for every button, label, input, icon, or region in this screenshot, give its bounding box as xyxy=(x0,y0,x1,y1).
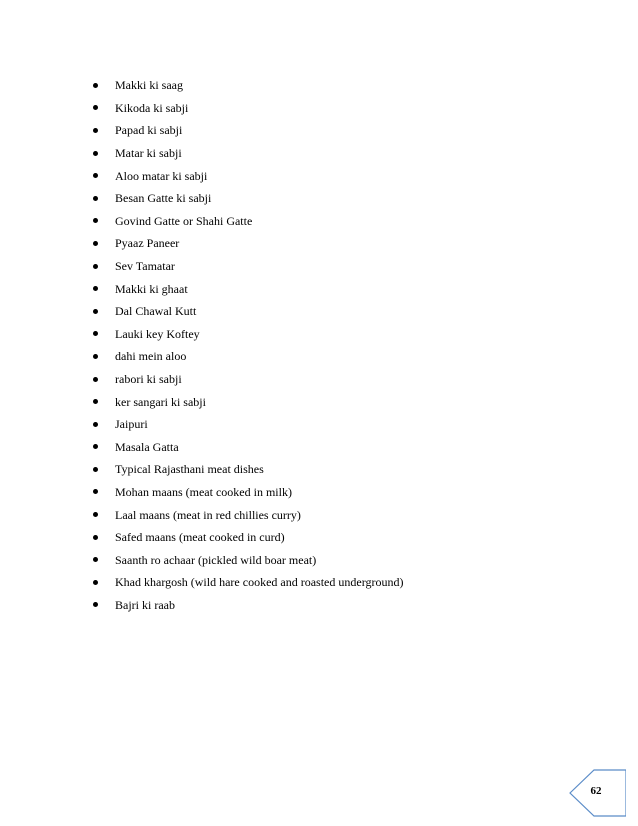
list-item xyxy=(91,368,403,391)
bullet-icon xyxy=(93,489,98,494)
list-item xyxy=(91,526,403,549)
list-item-label: Kikoda ki sabji xyxy=(115,100,189,115)
bullet-icon xyxy=(93,535,98,540)
bullet-icon xyxy=(93,128,98,133)
bullet-icon xyxy=(93,354,98,359)
list-item-label: Safed maans (meat cooked in curd) xyxy=(115,530,285,545)
list-item-label: Typical Rajasthani meat dishes xyxy=(115,462,264,477)
list-item-label: Khad khargosh (wild hare cooked and roasted underground) xyxy=(115,575,404,590)
list-item xyxy=(91,164,403,187)
bullet-icon xyxy=(93,286,98,291)
list-item xyxy=(91,345,403,368)
list-item-label: Aloo matar ki sabji xyxy=(115,168,208,183)
list-item xyxy=(91,142,403,165)
list-item-label: Masala Gatta xyxy=(115,439,179,454)
bullet-icon xyxy=(93,512,98,517)
list-item-label: Lauki key Koftey xyxy=(115,326,200,341)
list-item xyxy=(91,548,403,571)
list-item xyxy=(91,300,403,323)
list-item-label: Bajri ki raab xyxy=(115,597,175,612)
list-item-label: dahi mein aloo xyxy=(115,349,187,364)
list-item-label: Papad ki sabji xyxy=(115,123,183,138)
list-item xyxy=(91,571,403,594)
bullet-icon xyxy=(93,196,98,201)
list-item-label: Besan Gatte ki sabji xyxy=(115,191,212,206)
list-item xyxy=(91,277,403,300)
list-item-label: Dal Chawal Kutt xyxy=(115,304,197,319)
list-item-label: Mohan maans (meat cooked in milk) xyxy=(115,484,292,499)
bullet-icon xyxy=(93,580,98,585)
list-item-label: Laal maans (meat in red chillies curry) xyxy=(115,507,301,522)
list-item xyxy=(91,458,403,481)
page-number: 62 xyxy=(590,785,602,797)
bullet-icon xyxy=(93,557,98,562)
list-item-label: Saanth ro achaar (pickled wild boar meat) xyxy=(115,552,317,567)
list-item-label: rabori ki sabji xyxy=(115,372,182,387)
list-item-label: Jaipuri xyxy=(115,417,148,432)
list-item xyxy=(91,187,403,210)
bullet-icon xyxy=(93,444,98,449)
bullet-icon xyxy=(93,83,98,88)
list-item-label: Matar ki sabji xyxy=(115,146,182,161)
bullet-icon xyxy=(93,399,98,404)
list-item xyxy=(91,481,403,504)
list-item-label: Makki ki saag xyxy=(115,78,183,93)
list-item xyxy=(91,594,403,617)
bullet-icon xyxy=(93,105,98,110)
list-item-label: Makki ki ghaat xyxy=(115,281,188,296)
list-item-label: Sev Tamatar xyxy=(115,259,175,274)
list-item xyxy=(91,436,403,459)
list-item xyxy=(91,232,403,255)
list-item xyxy=(91,390,403,413)
list-item xyxy=(91,503,403,526)
bullet-icon xyxy=(93,218,98,223)
bullet-icon xyxy=(93,309,98,314)
bullet-icon xyxy=(93,467,98,472)
bullet-icon xyxy=(93,377,98,382)
bullet-icon xyxy=(93,264,98,269)
list-item xyxy=(91,323,403,346)
bullet-icon xyxy=(93,331,98,336)
bullet-icon xyxy=(93,151,98,156)
bullet-icon xyxy=(93,602,98,607)
list-item xyxy=(91,255,403,278)
list-item-label: ker sangari ki sabji xyxy=(115,394,206,409)
bullet-icon xyxy=(93,173,98,178)
list-item-label: Pyaaz Paneer xyxy=(115,236,180,251)
bullet-icon xyxy=(93,422,98,427)
page-number-badge xyxy=(566,768,626,818)
bullet-icon xyxy=(93,241,98,246)
list-item xyxy=(91,210,403,233)
dish-list xyxy=(91,74,403,616)
list-item xyxy=(91,74,403,97)
list-item xyxy=(91,97,403,120)
list-item-label: Govind Gatte or Shahi Gatte xyxy=(115,213,253,228)
list-item xyxy=(91,119,403,142)
list-item xyxy=(91,413,403,436)
